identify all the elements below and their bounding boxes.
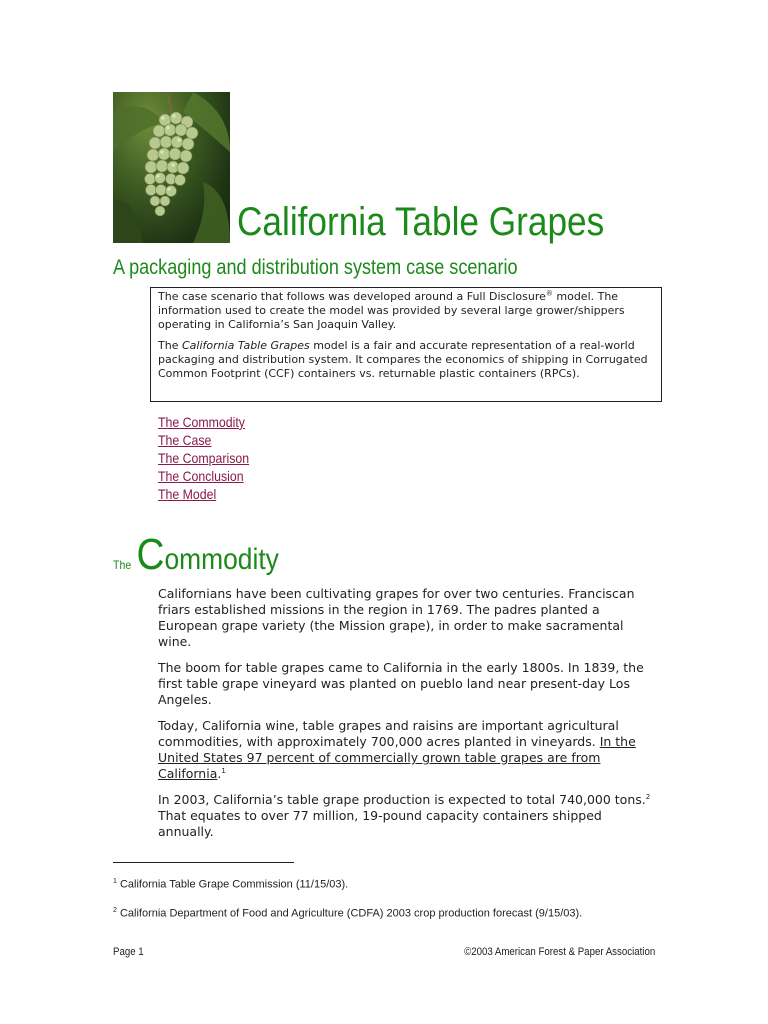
link-the-case[interactable]: The Case [158,432,212,448]
footnote-ref-2[interactable]: 2 [645,792,651,801]
copyright-notice: ©2003 American Forest & Paper Association [463,946,655,958]
registered-mark: ® [545,289,553,298]
link-the-comparison[interactable]: The Comparison [158,450,250,466]
model-name: California Table Grapes [181,339,310,352]
footnote-1: $^1$ California Table Grape Commission (11/15/03). [113,878,349,891]
footnote-2: $^2$ California Department of Food and Agriculture (CDFA) 2003 crop production forecast (9/15/03). [113,907,583,920]
footnote-ref-1[interactable]: 1 [221,766,226,775]
link-the-commodity[interactable]: The Commodity [158,414,245,430]
page-subtitle: A packaging and distribution system case scenario [113,256,518,279]
body-paragraph-1: Californians have been cultivating grapes for over two centuries. Franciscan friars established missions in the region in 1769. The padres planted a European grape variety (the Mission grape), in order to make sacramental wine. [158,586,635,649]
page-number: Page 1 [113,946,144,958]
body-paragraph-4: In 2003, California’s table grape production is expected to total 740,000 tons.$^2$ That equates to over 77 million, 19-pound capacity containers shipped annually. [158,792,651,839]
commodity-body [158,586,658,850]
body-paragraph-3: Today, California wine, table grapes and raisins are important agricultural commodities, with approximately 700,000 acres planted in vineyards. In the United States 97 percent of commercially grown table grapes are from California.$^1$ [158,718,636,781]
page-title: California Table Grapes [237,200,605,244]
body-paragraph-2: The boom for table grapes came to California in the early 1800s. In 1839, the first table grape vineyard was planted on pueblo land near present-day Los Angeles. [158,660,644,707]
intro-paragraph-2: The California Table Grapes model is a fair and accurate representation of a real-world packaging and distribution system. It compares the economics of shipping in Corrugated Common Footprint (CCF) containers vs. returnable plastic containers (RPCs). [158,339,648,380]
intro-box [150,287,662,402]
section-links [158,413,262,503]
underlined-statistic: In the United States 97 percent of commercially grown table grapes are from California [158,734,636,781]
grape-cluster-photo [113,92,230,243]
link-the-model[interactable]: The Model [158,486,217,502]
link-the-conclusion[interactable]: The Conclusion [158,468,244,484]
intro-paragraph-1: The case scenario that follows was developed around a Full Disclosure® model. The information used to create the model was provided by several large grower/shippers operating in California’s San Joaquin Valley. [158,289,625,331]
footnote-divider [113,862,294,863]
section-heading-commodity: The Commodity [113,530,279,579]
